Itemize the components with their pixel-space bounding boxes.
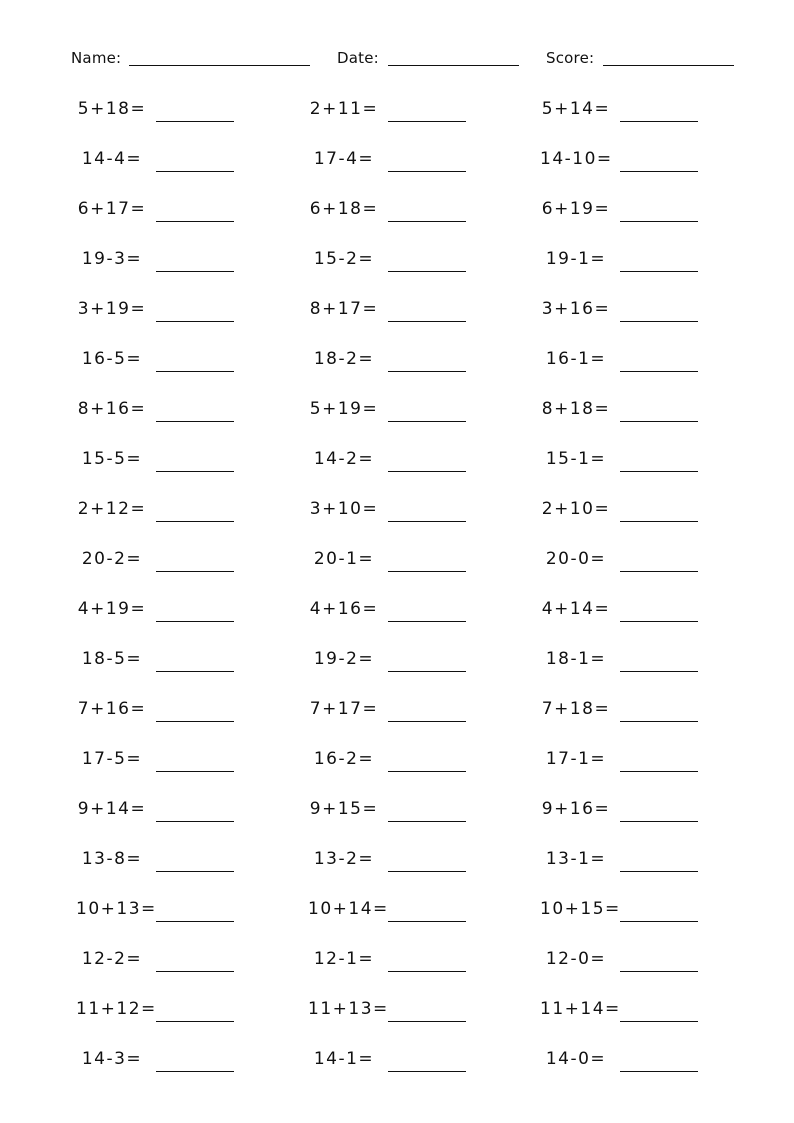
problem-expression: 10+13= bbox=[76, 899, 157, 919]
problem-item bbox=[76, 1047, 308, 1077]
problem-item bbox=[76, 197, 308, 227]
problem-item bbox=[308, 347, 540, 377]
problem-expression: 10+14= bbox=[308, 899, 389, 919]
problem-item bbox=[540, 397, 772, 427]
problem-item bbox=[76, 997, 308, 1027]
problem-item bbox=[76, 297, 308, 327]
problem-item bbox=[76, 797, 308, 827]
problem-expression: 2+12= bbox=[77, 499, 147, 519]
answer-blank[interactable] bbox=[388, 821, 466, 822]
problem-item bbox=[308, 597, 540, 627]
problem-item bbox=[308, 297, 540, 327]
problem-expression: 11+14= bbox=[540, 999, 621, 1019]
problem-expression: 12-2= bbox=[81, 949, 143, 969]
problem-item bbox=[76, 447, 308, 477]
problem-expression: 5+18= bbox=[77, 99, 147, 119]
problem-expression: 3+19= bbox=[77, 299, 147, 319]
answer-blank[interactable] bbox=[620, 171, 698, 172]
answer-blank[interactable] bbox=[388, 171, 466, 172]
date-label: Date: bbox=[337, 49, 379, 67]
answer-blank[interactable] bbox=[388, 621, 466, 622]
name-label: Name: bbox=[71, 49, 122, 67]
problem-expression: 8+16= bbox=[77, 399, 147, 419]
problem-item bbox=[308, 497, 540, 527]
problem-expression: 3+10= bbox=[309, 499, 379, 519]
answer-blank[interactable] bbox=[620, 471, 698, 472]
problem-item bbox=[76, 547, 308, 577]
problem-expression: 14-4= bbox=[81, 149, 143, 169]
problem-expression: 8+18= bbox=[541, 399, 611, 419]
problem-expression: 19-2= bbox=[313, 649, 375, 669]
problem-expression: 3+16= bbox=[541, 299, 611, 319]
answer-blank[interactable] bbox=[620, 521, 698, 522]
problem-item bbox=[76, 897, 308, 927]
problem-expression: 4+16= bbox=[309, 599, 379, 619]
problem-expression: 6+17= bbox=[77, 199, 147, 219]
problem-item bbox=[308, 547, 540, 577]
answer-blank[interactable] bbox=[156, 671, 234, 672]
answer-blank[interactable] bbox=[388, 121, 466, 122]
answer-blank[interactable] bbox=[156, 971, 234, 972]
answer-blank[interactable] bbox=[620, 421, 698, 422]
answer-blank[interactable] bbox=[156, 371, 234, 372]
score-label: Score: bbox=[546, 49, 595, 67]
problem-expression: 12-0= bbox=[545, 949, 607, 969]
problem-item bbox=[540, 97, 772, 127]
problem-expression: 14-0= bbox=[545, 1049, 607, 1069]
problem-item bbox=[308, 1047, 540, 1077]
answer-blank[interactable] bbox=[388, 671, 466, 672]
problem-expression: 14-2= bbox=[313, 449, 375, 469]
problem-item bbox=[540, 297, 772, 327]
problem-item bbox=[308, 897, 540, 927]
answer-blank[interactable] bbox=[620, 821, 698, 822]
problem-expression: 13-2= bbox=[313, 849, 375, 869]
answer-blank[interactable] bbox=[388, 971, 466, 972]
answer-blank[interactable] bbox=[620, 571, 698, 572]
problem-item bbox=[76, 147, 308, 177]
problem-item bbox=[308, 797, 540, 827]
problem-expression: 16-2= bbox=[313, 749, 375, 769]
problem-item bbox=[540, 797, 772, 827]
answer-blank[interactable] bbox=[620, 321, 698, 322]
answer-blank[interactable] bbox=[620, 671, 698, 672]
problem-item bbox=[308, 197, 540, 227]
answer-blank[interactable] bbox=[388, 571, 466, 572]
problem-item bbox=[308, 397, 540, 427]
answer-blank[interactable] bbox=[388, 1071, 466, 1072]
answer-blank[interactable] bbox=[620, 371, 698, 372]
problem-expression: 13-1= bbox=[545, 849, 607, 869]
problem-expression: 15-5= bbox=[81, 449, 143, 469]
problem-expression: 11+12= bbox=[76, 999, 157, 1019]
problem-expression: 6+18= bbox=[309, 199, 379, 219]
answer-blank[interactable] bbox=[156, 121, 234, 122]
score-field[interactable] bbox=[603, 65, 734, 66]
problem-item bbox=[308, 97, 540, 127]
date-field[interactable] bbox=[388, 65, 519, 66]
problem-item bbox=[540, 897, 772, 927]
problem-expression: 14-3= bbox=[81, 1049, 143, 1069]
answer-blank[interactable] bbox=[620, 871, 698, 872]
problem-grid bbox=[0, 97, 794, 1097]
problem-expression: 7+17= bbox=[309, 699, 379, 719]
answer-blank[interactable] bbox=[620, 121, 698, 122]
problem-item bbox=[540, 447, 772, 477]
problem-expression: 9+16= bbox=[541, 799, 611, 819]
answer-blank[interactable] bbox=[388, 221, 466, 222]
answer-blank[interactable] bbox=[620, 1021, 698, 1022]
problem-item bbox=[76, 697, 308, 727]
problem-item bbox=[308, 647, 540, 677]
problem-expression: 4+14= bbox=[541, 599, 611, 619]
answer-blank[interactable] bbox=[156, 871, 234, 872]
problem-expression: 16-1= bbox=[545, 349, 607, 369]
answer-blank[interactable] bbox=[620, 921, 698, 922]
problem-item bbox=[540, 997, 772, 1027]
answer-blank[interactable] bbox=[388, 771, 466, 772]
answer-blank[interactable] bbox=[156, 721, 234, 722]
problem-item bbox=[540, 647, 772, 677]
answer-blank[interactable] bbox=[156, 421, 234, 422]
problem-expression: 18-1= bbox=[545, 649, 607, 669]
answer-blank[interactable] bbox=[388, 721, 466, 722]
answer-blank[interactable] bbox=[620, 721, 698, 722]
problem-expression: 15-2= bbox=[313, 249, 375, 269]
problem-expression: 17-4= bbox=[313, 149, 375, 169]
problem-expression: 19-3= bbox=[81, 249, 143, 269]
problem-item bbox=[308, 147, 540, 177]
problem-expression: 17-1= bbox=[545, 749, 607, 769]
problem-expression: 7+16= bbox=[77, 699, 147, 719]
problem-item bbox=[76, 847, 308, 877]
problem-expression: 8+17= bbox=[309, 299, 379, 319]
answer-blank[interactable] bbox=[388, 921, 466, 922]
answer-blank[interactable] bbox=[388, 521, 466, 522]
problem-expression: 5+14= bbox=[541, 99, 611, 119]
answer-blank[interactable] bbox=[156, 321, 234, 322]
problem-expression: 18-2= bbox=[313, 349, 375, 369]
problem-item bbox=[540, 197, 772, 227]
name-field[interactable] bbox=[129, 65, 310, 66]
problem-expression: 20-0= bbox=[545, 549, 607, 569]
answer-blank[interactable] bbox=[388, 371, 466, 372]
problem-item bbox=[308, 997, 540, 1027]
problem-item bbox=[76, 97, 308, 127]
answer-blank[interactable] bbox=[388, 271, 466, 272]
problem-expression: 16-5= bbox=[81, 349, 143, 369]
answer-blank[interactable] bbox=[620, 271, 698, 272]
problem-item bbox=[540, 597, 772, 627]
problem-item bbox=[540, 1047, 772, 1077]
answer-blank[interactable] bbox=[156, 171, 234, 172]
problem-expression: 14-10= bbox=[540, 149, 613, 169]
answer-blank[interactable] bbox=[156, 271, 234, 272]
answer-blank[interactable] bbox=[620, 971, 698, 972]
answer-blank[interactable] bbox=[156, 771, 234, 772]
problem-expression: 9+14= bbox=[77, 799, 147, 819]
answer-blank[interactable] bbox=[156, 921, 234, 922]
answer-blank[interactable] bbox=[156, 821, 234, 822]
problem-item bbox=[308, 247, 540, 277]
problem-expression: 5+19= bbox=[309, 399, 379, 419]
problem-item bbox=[308, 447, 540, 477]
problem-item bbox=[76, 497, 308, 527]
answer-blank[interactable] bbox=[156, 221, 234, 222]
problem-item bbox=[76, 397, 308, 427]
problem-expression: 20-2= bbox=[81, 549, 143, 569]
problem-expression: 19-1= bbox=[545, 249, 607, 269]
problem-item bbox=[540, 147, 772, 177]
problem-item bbox=[308, 947, 540, 977]
problem-item bbox=[540, 947, 772, 977]
problem-expression: 14-1= bbox=[313, 1049, 375, 1069]
problem-expression: 12-1= bbox=[313, 949, 375, 969]
answer-blank[interactable] bbox=[388, 421, 466, 422]
problem-item bbox=[308, 847, 540, 877]
answer-blank[interactable] bbox=[620, 771, 698, 772]
problem-item bbox=[76, 747, 308, 777]
problem-expression: 17-5= bbox=[81, 749, 143, 769]
answer-blank[interactable] bbox=[388, 471, 466, 472]
problem-item bbox=[76, 947, 308, 977]
problem-item bbox=[308, 747, 540, 777]
problem-expression: 7+18= bbox=[541, 699, 611, 719]
problem-item bbox=[540, 697, 772, 727]
problem-expression: 2+11= bbox=[309, 99, 379, 119]
answer-blank[interactable] bbox=[388, 1021, 466, 1022]
problem-item bbox=[76, 647, 308, 677]
problem-expression: 6+19= bbox=[541, 199, 611, 219]
answer-blank[interactable] bbox=[620, 221, 698, 222]
answer-blank[interactable] bbox=[388, 321, 466, 322]
answer-blank[interactable] bbox=[156, 621, 234, 622]
problem-item bbox=[76, 347, 308, 377]
problem-item bbox=[76, 597, 308, 627]
problem-item bbox=[308, 697, 540, 727]
problem-item bbox=[540, 497, 772, 527]
worksheet-header bbox=[0, 46, 794, 74]
problem-expression: 11+13= bbox=[308, 999, 389, 1019]
problem-expression: 4+19= bbox=[77, 599, 147, 619]
problem-item bbox=[76, 247, 308, 277]
problem-item bbox=[540, 347, 772, 377]
problem-expression: 9+15= bbox=[309, 799, 379, 819]
answer-blank[interactable] bbox=[388, 871, 466, 872]
problem-item bbox=[540, 247, 772, 277]
answer-blank[interactable] bbox=[620, 1071, 698, 1072]
problem-expression: 15-1= bbox=[545, 449, 607, 469]
problem-expression: 10+15= bbox=[540, 899, 621, 919]
problem-item bbox=[540, 547, 772, 577]
problem-expression: 18-5= bbox=[81, 649, 143, 669]
answer-blank[interactable] bbox=[156, 521, 234, 522]
problem-item bbox=[540, 847, 772, 877]
problem-expression: 2+10= bbox=[541, 499, 611, 519]
problem-expression: 13-8= bbox=[81, 849, 143, 869]
answer-blank[interactable] bbox=[156, 1071, 234, 1072]
problem-expression: 20-1= bbox=[313, 549, 375, 569]
answer-blank[interactable] bbox=[156, 571, 234, 572]
answer-blank[interactable] bbox=[156, 1021, 234, 1022]
answer-blank[interactable] bbox=[156, 471, 234, 472]
answer-blank[interactable] bbox=[620, 621, 698, 622]
problem-item bbox=[540, 747, 772, 777]
